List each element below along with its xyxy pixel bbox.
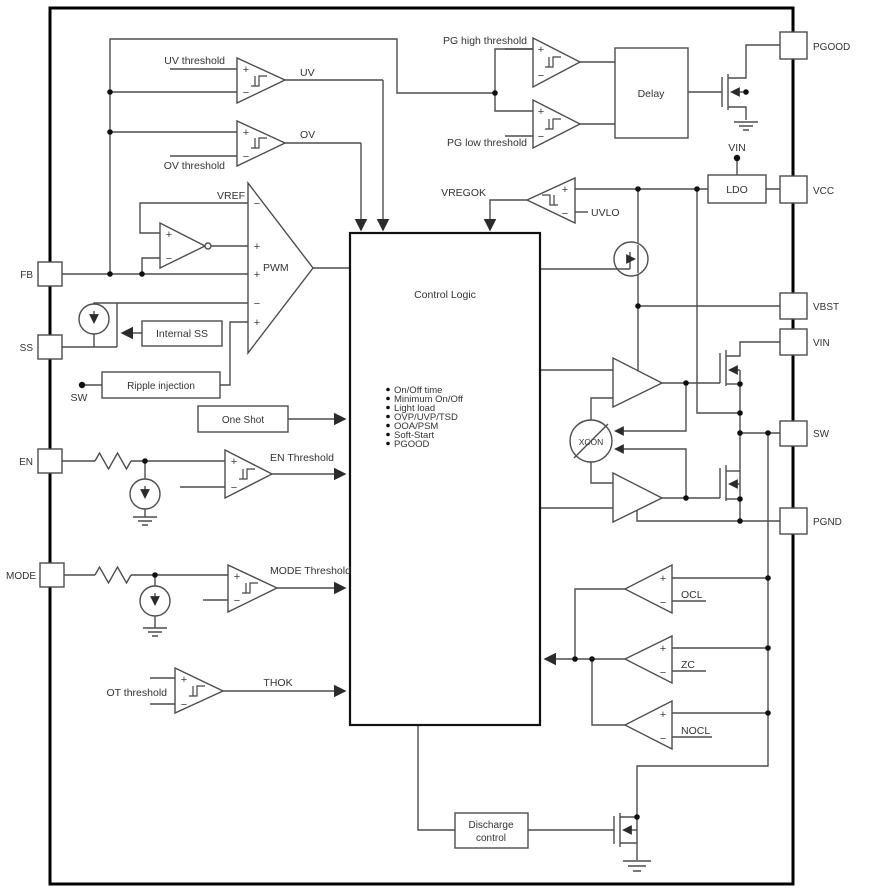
bullet-icon: [386, 433, 390, 437]
wire: [580, 62, 615, 124]
pin-pgnd: [780, 508, 842, 534]
ov-label: OV: [300, 129, 316, 141]
pin-label: EN: [19, 457, 33, 468]
pin-label: MODE: [6, 571, 36, 582]
junction-dot: [765, 645, 771, 651]
ot-threshold-label: OT threshold: [106, 687, 167, 699]
low-side-mosfet: [720, 465, 740, 501]
mosfet-source: [728, 107, 746, 120]
ocl-label: OCL: [681, 589, 703, 601]
junction-dot: [737, 381, 743, 387]
ground-icon: [734, 122, 758, 130]
high-side-mosfet: [720, 342, 780, 386]
junction-dot: [107, 129, 113, 135]
wire: [637, 433, 768, 817]
control-logic-title: Control Logic: [414, 289, 476, 301]
junction-dot: [765, 710, 771, 716]
pin-label: VCC: [813, 186, 835, 197]
mosfet-drain: [726, 342, 780, 356]
mosfet-gate-channel: [720, 465, 726, 501]
bullet-icon: [386, 406, 390, 410]
ripple-injection-label: Ripple injection: [127, 381, 195, 392]
bullet-icon: [386, 424, 390, 428]
junction-dot: [737, 430, 743, 436]
sw-tap-label: SW: [70, 392, 88, 404]
internal-ss-label: Internal SS: [156, 328, 208, 340]
delay-label: Delay: [637, 88, 665, 100]
pgood-mosfet: [722, 45, 780, 130]
ldo-label: LDO: [726, 184, 748, 196]
pg-low-comparator: [533, 100, 580, 148]
plus-sign: +: [253, 269, 261, 281]
junction-dot: [635, 303, 641, 309]
pin-label: SS: [19, 343, 33, 354]
ocl-comparator: [625, 565, 672, 613]
xcon-label: XCON: [578, 437, 604, 447]
pin-box: [780, 508, 807, 534]
minus-sign: −: [253, 298, 261, 310]
pin-label: VBST: [813, 302, 840, 313]
control-logic-box: [350, 233, 540, 725]
plus-sign: +: [253, 317, 261, 329]
ot-comparator: [175, 668, 223, 713]
plus-sign: +: [242, 64, 250, 76]
uv-comparator: [237, 58, 285, 103]
pg-high-comparator: [533, 38, 580, 87]
delay-block: [615, 48, 688, 138]
vin-tap-dot: [734, 155, 740, 161]
pin-vin: [780, 329, 830, 355]
pin-box: [40, 563, 64, 587]
ground-icon: [133, 517, 157, 525]
discharge-control-label-2: control: [475, 833, 507, 844]
junction-dot: [492, 90, 498, 96]
wire: [637, 510, 780, 521]
pin-sw: [780, 421, 830, 446]
minus-sign: −: [537, 70, 545, 82]
bullet-item: On/Off time: [394, 385, 443, 396]
junction-dot: [635, 186, 641, 192]
plus-sign: +: [165, 229, 173, 241]
wire: [662, 383, 720, 498]
wire: [140, 203, 248, 233]
uv-threshold-label: UV threshold: [164, 55, 225, 67]
pin-box: [780, 421, 807, 446]
junction-dot: [634, 814, 640, 820]
en-current-source: [130, 479, 160, 525]
plus-sign: +: [242, 127, 250, 139]
minus-sign: −: [659, 667, 667, 679]
plus-sign: +: [659, 643, 667, 655]
mosfet-source: [620, 843, 637, 860]
plus-sign: +: [180, 674, 188, 686]
thok-label: THOK: [263, 677, 293, 689]
ground-icon: [143, 628, 167, 636]
junction-dot: [107, 89, 113, 95]
pin-mode: [6, 563, 64, 587]
ldo-block: [708, 175, 766, 203]
one-shot-block: [198, 406, 288, 432]
xcon-block: [570, 420, 612, 462]
pin-vcc: [780, 176, 834, 203]
bullet-icon: [386, 442, 390, 446]
minus-sign: −: [242, 151, 250, 163]
pin-label: FB: [20, 270, 33, 281]
pin-vbst: [780, 293, 839, 319]
pin-label: SW: [813, 429, 830, 440]
minus-sign: −: [233, 595, 241, 607]
bullet-item: Minimum On/Off: [394, 394, 463, 405]
junction-dot: [765, 430, 771, 436]
vin-top-label: VIN: [728, 142, 746, 154]
pin-box: [780, 32, 807, 59]
bullet-item: Soft-Start: [394, 430, 435, 441]
minus-sign: −: [165, 253, 173, 265]
minus-sign: −: [253, 198, 261, 210]
wire: [575, 589, 625, 659]
bullet-icon: [386, 397, 390, 401]
junction-dot: [142, 458, 148, 464]
resistor-en: [95, 453, 131, 469]
pin-box: [38, 262, 62, 286]
junction-dot: [683, 495, 689, 501]
wire: [220, 322, 248, 385]
wire: [142, 258, 160, 274]
junction-dot: [737, 410, 743, 416]
bootstrap-mosfet: [614, 242, 648, 276]
mosfet-gate-channel: [720, 350, 726, 386]
inverter-bubble-icon: [205, 243, 211, 249]
plus-sign: +: [230, 456, 238, 468]
pin-box: [38, 449, 62, 473]
mode-threshold-label: MODE Threshold: [270, 565, 351, 577]
bullet-item: OOA/PSM: [394, 421, 439, 432]
minus-sign: −: [230, 482, 238, 494]
nocl-comparator: [625, 701, 672, 749]
minus-sign: −: [561, 208, 569, 220]
junction-dot: [694, 186, 700, 192]
uvlo-label: UVLO: [591, 207, 620, 219]
junction-dot: [107, 271, 113, 277]
wire: [110, 69, 237, 92]
minus-sign: −: [242, 87, 250, 99]
en-threshold-label: EN Threshold: [270, 452, 335, 464]
plus-sign: +: [537, 106, 545, 118]
ov-threshold-label: OV threshold: [163, 160, 225, 172]
junction-dot: [589, 656, 595, 662]
pwm-label: PWM: [263, 262, 289, 274]
bullet-item: OVP/UVP/TSD: [394, 412, 458, 423]
junction-dot: [572, 656, 578, 662]
wire: [697, 189, 740, 413]
bullet-icon: [386, 415, 390, 419]
pin-box: [38, 335, 62, 359]
mosfet-gate-channel: [614, 813, 620, 847]
plus-sign: +: [253, 241, 261, 253]
pin-box: [780, 293, 807, 319]
vregok-label: VREGOK: [441, 187, 486, 199]
resistor-mode: [95, 567, 131, 583]
junction-dot: [683, 380, 689, 386]
plus-sign: +: [659, 573, 667, 585]
wire: [110, 132, 237, 156]
pin-en: [19, 449, 62, 473]
pin-ss: [20, 335, 62, 359]
mode-current-source: [140, 586, 170, 636]
zc-comparator: [625, 636, 672, 683]
uv-label: UV: [300, 67, 315, 79]
mosfet-drain: [728, 45, 780, 78]
ov-comparator: [237, 121, 285, 166]
discharge-control-label-1: Discharge: [468, 820, 514, 831]
ripple-injection-block: [102, 372, 220, 398]
wire: [495, 49, 533, 111]
wire: [418, 725, 455, 830]
discharge-mosfet: [614, 813, 651, 871]
one-shot-label: One Shot: [221, 415, 265, 426]
ss-current-source: [79, 304, 109, 334]
junction-dot: [737, 496, 743, 502]
pin-fb: [20, 262, 62, 286]
pg-low-threshold-label: PG low threshold: [447, 137, 527, 149]
pin-label: PGND: [813, 517, 842, 528]
vref-label: VREF: [216, 190, 245, 202]
junction-dot: [152, 572, 158, 578]
junction-dot: [743, 89, 749, 95]
plus-sign: +: [659, 709, 667, 721]
pin-box: [780, 329, 807, 355]
pin-label: PGOOD: [813, 42, 851, 53]
pin-pgood: [780, 32, 850, 59]
bullet-icon: [386, 388, 390, 392]
minus-sign: −: [659, 597, 667, 609]
pin-box: [780, 176, 807, 203]
uvlo-comparator: [527, 178, 575, 223]
minus-sign: −: [180, 699, 188, 711]
control-logic-block: [350, 233, 540, 725]
sw-tap-dot: [79, 382, 85, 388]
wire: [638, 306, 780, 371]
junction-dot: [765, 575, 771, 581]
bullet-item: Light load: [394, 403, 436, 414]
plus-sign: +: [561, 184, 569, 196]
junction-dot: [737, 518, 743, 524]
nocl-label: NOCL: [681, 725, 711, 737]
pg-high-threshold-label: PG high threshold: [442, 35, 527, 47]
junction-dot: [139, 271, 145, 277]
plus-sign: +: [537, 44, 545, 56]
discharge-control-block: [455, 813, 528, 848]
plus-sign: +: [233, 571, 241, 583]
pin-label: VIN: [813, 338, 830, 349]
en-comparator: [225, 450, 272, 498]
wire: [505, 49, 533, 136]
wire: [592, 659, 625, 725]
error-amplifier: [160, 223, 211, 268]
internal-ss-block: [142, 321, 222, 346]
wire-vregok-arrow: [490, 200, 527, 229]
mosfet-gate-channel: [722, 74, 728, 110]
bullet-item: PGOOD: [394, 439, 430, 450]
ground-icon: [623, 861, 651, 871]
minus-sign: −: [537, 131, 545, 143]
zc-label: ZC: [681, 659, 695, 671]
minus-sign: −: [659, 733, 667, 745]
